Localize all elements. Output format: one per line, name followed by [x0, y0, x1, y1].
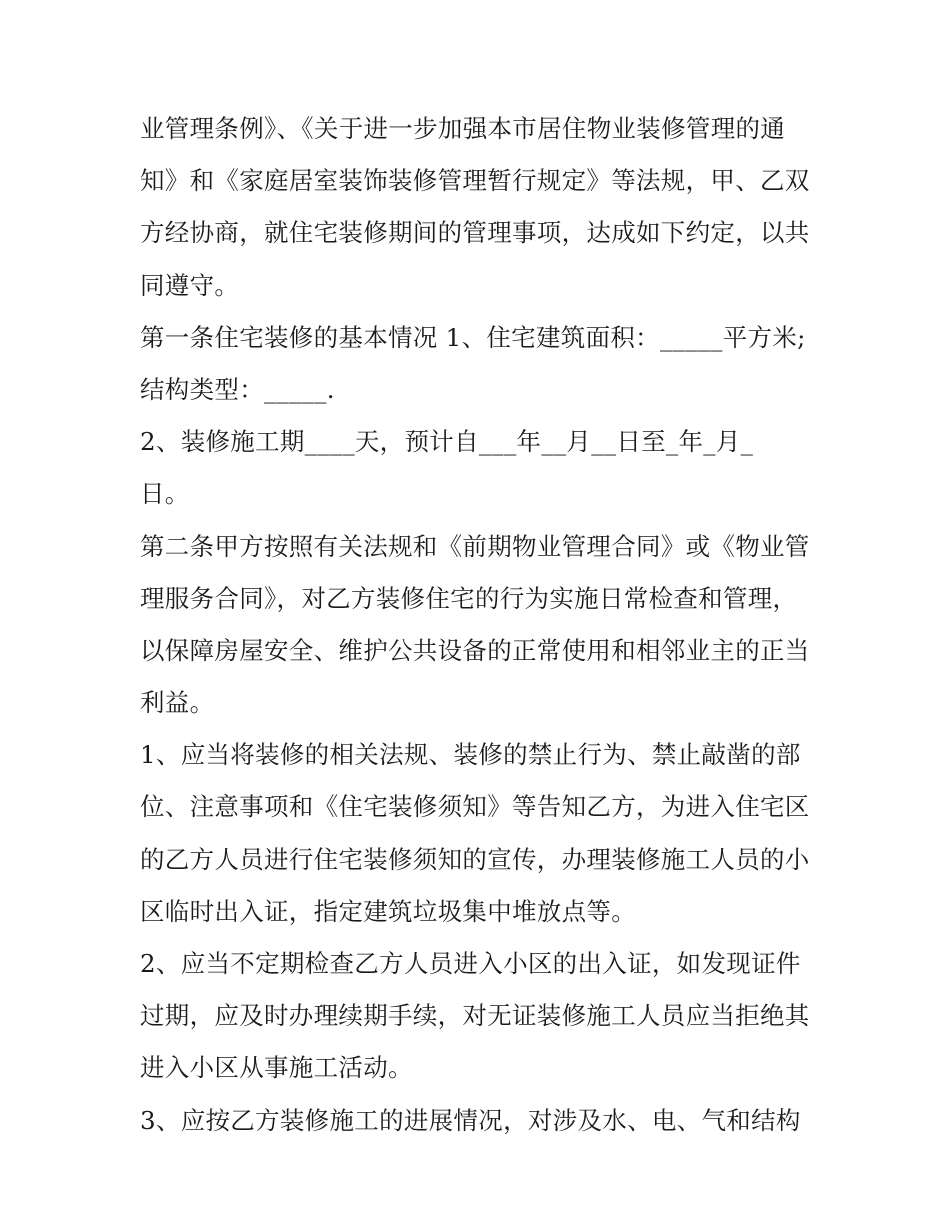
text-line: 过期，应及时办理续期手续，对无证装修施工人员应当拒绝其: [140, 1001, 810, 1031]
text-line: 以保障房屋安全、维护公共设备的正常使用和相邻业主的正当: [140, 635, 810, 665]
text-line: 知》和《家庭居室装饰装修管理暂行规定》等法规，甲、乙双: [140, 166, 810, 196]
document-body: [140, 103, 820, 1147]
text-line: 同遵守。: [140, 270, 240, 300]
text-line: 2、装修施工期____天，预计自___年__月__日至_年_月_: [140, 427, 754, 457]
text-line: 进入小区从事施工活动。: [140, 1053, 413, 1083]
text-line: 日。: [140, 479, 190, 509]
text-line: 结构类型：_____.: [140, 374, 335, 404]
text-line: 方经协商，就住宅装修期间的管理事项，达成如下约定，以共: [140, 218, 810, 248]
text-line: 理服务合同》，对乙方装修住宅的行为实施日常检查和管理，: [140, 583, 798, 613]
text-line: 第二条甲方按照有关法规和《前期物业管理合同》或《物业管: [140, 531, 810, 561]
text-line: 业管理条例》、《关于进一步加强本市居住物业装修管理的通: [140, 114, 786, 143]
text-line: 区临时出入证，指定建筑垃圾集中堆放点等。: [140, 896, 636, 926]
text-line: 的乙方人员进行住宅装修须知的宣传，办理装修施工人员的小: [140, 844, 810, 874]
text-line: 3、应按乙方装修施工的进展情况，对涉及水、电、气和结构: [140, 1105, 801, 1135]
text-line: 1、应当将装修的相关法规、装修的禁止行为、禁止敲凿的部: [140, 740, 801, 770]
text-line: 位、注意事项和《住宅装修须知》等告知乙方，为进入住宅区: [140, 792, 810, 822]
text-line: 2、应当不定期检查乙方人员进入小区的出入证，如发现证件: [140, 949, 801, 978]
text-line: 第一条住宅装修的基本情况 1、住宅建筑面积：_____平方米;: [140, 322, 806, 352]
text-line: 利益。: [140, 688, 215, 718]
